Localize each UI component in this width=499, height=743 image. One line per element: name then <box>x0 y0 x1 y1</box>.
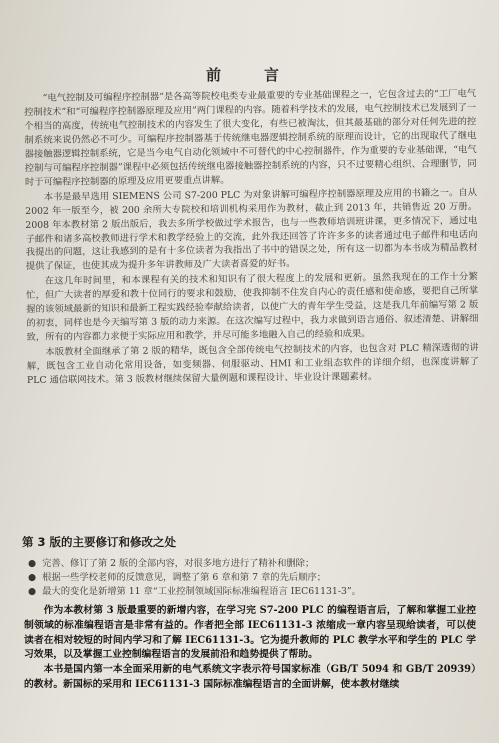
bullet-icon: ● <box>28 572 37 583</box>
paragraph: 本书是国内第一本全面采用新的电气系统文字表示符号国家标准（GB/T 5094 和 GB/T 20939）的教材。新国标的采用和 IEC61131-3 国际标准编程语言的全面讲解，使本教材继续 <box>24 664 476 690</box>
list-item-text: 根据一些学校老师的反馈意见，调整了第 6 章和第 7 章的先后顺序； <box>42 572 327 583</box>
bullet-icon: ● <box>28 586 37 597</box>
list-item <box>28 585 478 599</box>
paragraph: 本版教材全面继承了第 2 版的精华，既包含全部传统电气控制技术的内容，也包含对 PLC 精深透彻的讲解，既包含工业自动化常用设备，如变频器、伺服驱动、HMI 和工业组态软件的详细介绍，也深度讲解了 PLC 通信联网技术。第 3 版教材继续保留大量例题和课程设计、毕业设计课题素材。 <box>26 342 479 387</box>
bullet-icon: ● <box>28 558 37 569</box>
revision-body <box>24 604 476 693</box>
list-item-text: 完善、修订了第 2 版的全部内容，对很多地方进行了精补和删除； <box>42 558 315 569</box>
paragraph: 在这几年时间里，和本课程有关的技术和知识有了很大程度上的发展和更新。虽然我现在的工作十分繁忙，但广大读者的厚爱和教十位同行的要求和鼓励，使我抑制不住发自内心的责任感和使命感，要把自己所掌握的该领域最新的知识和最新工程实践经验奉献给读者，以使广大的青年学生受益，这是我几年前编写第 2 版的初衷，同样也是今天编写第 3 版的动力来源。在这次编写过程中，我力求做到语言通俗、叙述清楚、讲解细致，所有的内容都力求便于实际应用和教学，并尽可能多地融入自己的经验和成果。 <box>26 271 479 344</box>
list-item <box>28 557 478 571</box>
intro-body <box>24 87 479 389</box>
list-item <box>28 571 478 585</box>
section-heading: 第 3 版的主要修订和修改之处 <box>22 535 177 549</box>
paragraph: 本书是最早选用 SIEMENS 公司 S7-200 PLC 为对象讲解可编程序控制器原理及应用的书籍之一。自从 2002 年一版至今，被 200 余所大专院校和培训机构采用作为教材，截止到 2013 年，共销售近 20 万册。2008 年本教材第 2 版出版后，我去多所学校做过学术报告，也与一些教师培训班讲课，更多情况下，通过电子邮件和诸多高校教师进行学术和教学经验上的交流，此外我还回答了许许多多的读者通过电子邮件和电话向我提出的问题，这让我感到的是有十多位读者为我指出了书中的错误之处，所有这一切都为本书成为精品教材提供了保证，也使其成为提升多年讲教师及广大读者喜爱的好书。 <box>25 186 478 273</box>
revision-list <box>28 557 478 599</box>
paragraph: “电气控制及可编程序控制器”是各高等院校电类专业最重要的专业基础课程之一，它包含过去的“工厂电气控制技术”和“可编程序控制器原理及应用”两门课程的内容。随着科学技术的发展，电气控制技术已发展到了一个相当的高度，传统电气控制技术的内容发生了很大变化，有些已被淘汰，但其最基础的部分对任何先进的控制系统来说仍然必不可少。可编程序控制器基于传统继电器逻辑控制系统的原理而设计，它的出现取代了继电器接触器逻辑控制系统，它是当今电气自动化领域中不可替代的中心控制器件，作为重要的专业基础课，“电气控制与可编程序控制器”课程中必须包括传统继电器接触器控制系统的内容，只不过要精心组织、合理删节，同时于可编程序控制器的原理及应用更要重点讲解。 <box>24 88 477 188</box>
paragraph: 作为本教材第 3 版最重要的新增内容，在学习完 S7-200 PLC 的编程语言后，了解和掌握工业控制领域的标准编程语言是非常有益的。作者把全部 IEC61131-3 浓缩成一章内容呈现给读者，可以使读者在相对较短的时间内学习和了解 IEC61131-3。它为提升教师的 PLC 教学水平和学生的 PLC 学习效果，以及掌握工业控制编程语言的发展前沿和趋势提供了帮助。 <box>24 605 476 661</box>
page-title: 前 言 <box>205 66 293 84</box>
list-item-text: 最大的变化是新增第 11 章“工业控制领域国际标准编程语言 IEC61131-3”。 <box>42 586 361 597</box>
